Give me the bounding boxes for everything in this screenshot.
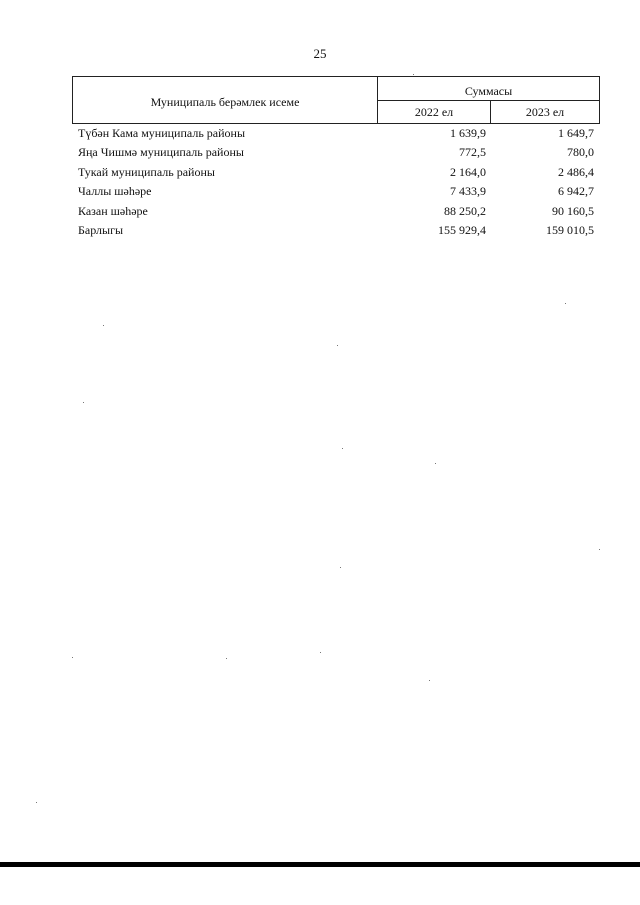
municipality-name: Түбән Кама муниципаль районы xyxy=(78,126,246,140)
scan-speck xyxy=(103,325,104,326)
value-2023: 90 160,5 xyxy=(552,203,594,218)
scan-speck xyxy=(337,345,338,346)
scan-speck xyxy=(340,567,341,568)
scan-speck xyxy=(565,303,566,304)
column-header-sum: Суммасы xyxy=(377,76,600,101)
table-row xyxy=(72,202,600,221)
value-2022: 1 639,9 xyxy=(450,126,486,140)
table-row-total xyxy=(72,221,600,240)
value-2023: 6 942,7 xyxy=(558,184,594,199)
scan-speck xyxy=(36,802,37,803)
value-2023: 780,0 xyxy=(567,145,594,160)
value-2022: 88 250,2 xyxy=(444,203,486,218)
table-body xyxy=(72,124,600,240)
scan-speck xyxy=(83,402,84,403)
scan-speck xyxy=(599,549,600,550)
scan-speck xyxy=(435,463,436,464)
table-row xyxy=(72,124,600,143)
table-row xyxy=(72,182,600,201)
value-2022: 2 164,0 xyxy=(450,164,486,179)
municipality-name: Чаллы шәһәре xyxy=(78,184,152,199)
total-label: Барлыгы xyxy=(78,222,124,237)
value-2023: 2 486,4 xyxy=(558,164,594,179)
value-2022: 7 433,9 xyxy=(450,184,486,199)
municipality-name: Тукай муниципаль районы xyxy=(78,164,215,179)
municipality-name: Яңа Чишмә муниципаль районы xyxy=(78,145,244,160)
scan-speck xyxy=(413,74,414,75)
total-2022: 155 929,4 xyxy=(438,222,486,237)
page-number: 25 xyxy=(313,46,327,61)
total-2023: 159 010,5 xyxy=(546,222,594,237)
scan-speck xyxy=(342,448,343,449)
table-header xyxy=(72,76,600,124)
municipality-name: Казан шәһәре xyxy=(78,203,148,218)
column-header-2022: 2022 ел xyxy=(377,100,491,124)
table-row xyxy=(72,163,600,182)
value-2023: 1 649,7 xyxy=(558,126,594,140)
scan-speck xyxy=(320,652,321,653)
scan-speck xyxy=(429,680,430,681)
scan-speck xyxy=(226,658,227,659)
scan-speck xyxy=(72,657,73,658)
table-row xyxy=(72,143,600,162)
column-header-name: Муниципаль берәмлек исеме xyxy=(72,76,378,124)
value-2022: 772,5 xyxy=(459,145,486,160)
scan-border xyxy=(0,862,640,867)
column-header-2023: 2023 ел xyxy=(490,100,600,124)
